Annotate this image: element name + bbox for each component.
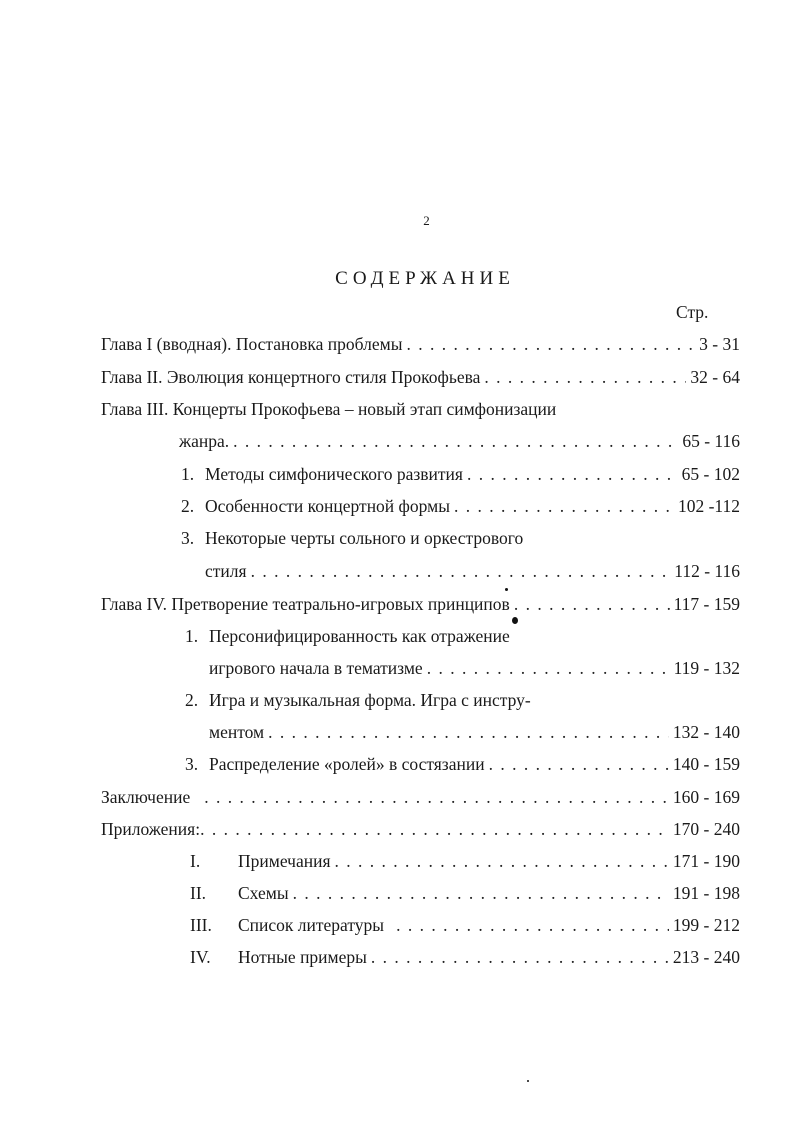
- toc-entry-label: жанра.: [179, 431, 230, 451]
- toc-entry-pages: 32 - 64: [690, 367, 740, 387]
- toc-subentry-number: III.: [190, 915, 212, 935]
- dot-leader: [514, 593, 670, 615]
- toc-entry-label: Приложения:: [101, 819, 201, 839]
- toc-appendix-2: [190, 882, 740, 904]
- dot-leader: [335, 850, 669, 872]
- toc-entry-label: игрового начала в тематизме: [209, 658, 423, 678]
- toc-entry-pages: 199 - 212: [672, 915, 740, 935]
- dot-leader: [406, 333, 695, 355]
- toc-subentry-number: I.: [190, 851, 201, 871]
- toc-appendix-3: [190, 914, 740, 936]
- toc-entry-pages: 140 - 159: [672, 754, 740, 774]
- dot-leader: [200, 818, 669, 840]
- toc-entry-pages: 65 - 102: [681, 464, 740, 484]
- toc-subentry-number: 2.: [185, 690, 199, 710]
- toc-entry-label: стиля: [205, 561, 247, 581]
- toc-entry-label: ментом: [209, 722, 265, 742]
- page-number: 2: [423, 213, 430, 228]
- toc-entry-chapter-2: [101, 366, 740, 388]
- toc-subentry-number: 3.: [181, 528, 195, 548]
- toc-subentry-3-2: [181, 495, 740, 517]
- dot-leader: [454, 495, 674, 517]
- toc-entry-label: Заключение: [101, 787, 191, 807]
- dot-leader: [396, 914, 669, 936]
- toc-entry-pages: 191 - 198: [672, 883, 740, 903]
- toc-entry-label: Некоторые черты сольного и оркестрового: [205, 528, 524, 548]
- dot-leader: [371, 946, 669, 968]
- dot-leader: [484, 366, 686, 388]
- toc-entry-pages: 3 - 31: [699, 334, 740, 354]
- dot-leader: [268, 721, 669, 743]
- dot-leader: [233, 430, 678, 452]
- toc-appendix-4: [190, 946, 740, 968]
- dot-leader: [489, 753, 669, 775]
- toc-subentry-number: II.: [190, 883, 207, 903]
- toc-entry-pages: 170 - 240: [672, 819, 740, 839]
- toc-subentry-number: 1.: [181, 464, 195, 484]
- scan-speck: [505, 588, 508, 591]
- toc-entry-chapter-1: [101, 333, 740, 355]
- toc-subentry-number: 2.: [181, 496, 195, 516]
- toc-entry-label: Схемы: [238, 883, 289, 903]
- toc-entry-pages: 160 - 169: [672, 787, 740, 807]
- toc-entry-appendices: [101, 818, 740, 840]
- toc-entry-pages: 117 - 159: [673, 594, 740, 614]
- page-column-label: Стр.: [676, 302, 709, 322]
- toc-entry-label: Список литературы: [238, 915, 385, 935]
- toc-entry-conclusion: [101, 786, 740, 808]
- toc-subentry-3-3: [205, 560, 740, 582]
- dot-leader: [251, 560, 671, 582]
- toc-subentry-number: 3.: [185, 754, 199, 774]
- toc-subentry-4-1: [209, 657, 740, 679]
- page-title: СОДЕРЖАНИЕ: [335, 268, 515, 289]
- toc-entry-chapter-4: [101, 593, 740, 615]
- toc-entry-label: Игра и музыкальная форма. Игра с инстру-: [209, 690, 531, 710]
- toc-entry-pages: 65 - 116: [682, 431, 740, 451]
- toc-entry-label: Распределение «ролей» в состязании: [209, 754, 485, 774]
- dot-leader: [467, 463, 678, 485]
- dot-leader: [293, 882, 669, 904]
- toc-entry-label: Примечания: [238, 851, 331, 871]
- toc-entry-pages: 213 - 240: [672, 947, 740, 967]
- toc-entry-pages: 112 - 116: [674, 561, 740, 581]
- toc-entry-label: Нотные примеры: [238, 947, 367, 967]
- toc-entry-pages: 171 - 190: [672, 851, 740, 871]
- toc-subentry-4-2-line1: [185, 689, 531, 711]
- toc-entry-pages: 119 - 132: [673, 658, 740, 678]
- toc-subentry-number: 1.: [185, 626, 199, 646]
- toc-entry-chapter-3-line1: Глава III. Концерты Прокофьева – новый этап симфонизации: [101, 399, 557, 419]
- toc-entry-chapter-3: [179, 430, 740, 452]
- toc-entry-label: Методы симфонического развития: [205, 464, 463, 484]
- toc-entry-pages: 132 - 140: [672, 722, 740, 742]
- scan-speck: [512, 617, 518, 624]
- toc-entry-label: Особенности концертной формы: [205, 496, 450, 516]
- toc-subentry-number: IV.: [190, 947, 211, 967]
- toc-subentry-4-3: [185, 753, 740, 775]
- toc-entry-pages: 102 -112: [677, 496, 740, 516]
- scan-speck: [527, 1080, 529, 1082]
- toc-subentry-3-1: [181, 463, 740, 485]
- toc-entry-label: Глава I (вводная). Постановка проблемы: [101, 334, 403, 354]
- toc-entry-label: Глава IV. Претворение театрально-игровых принципов: [101, 594, 510, 614]
- toc-subentry-4-1-line1: [185, 625, 510, 647]
- toc-subentry-3-3-line1: [181, 527, 523, 549]
- toc-entry-label: Персонифицированность как отражение: [209, 626, 510, 646]
- toc-subentry-4-2: [209, 721, 740, 743]
- toc-appendix-1: [190, 850, 740, 872]
- toc-entry-label: Глава II. Эволюция концертного стиля Прокофьева: [101, 367, 481, 387]
- dot-leader: [204, 786, 669, 808]
- dot-leader: [427, 657, 670, 679]
